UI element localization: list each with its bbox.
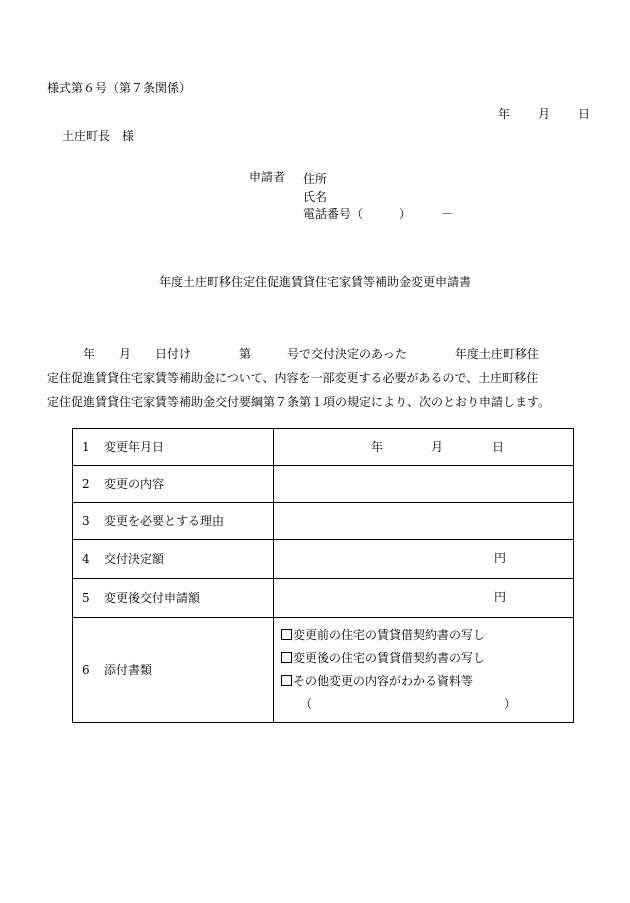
row-label — [73, 466, 274, 503]
change-reason-field[interactable] — [274, 503, 574, 540]
applicant-name-label: 氏名 — [303, 189, 328, 204]
row-label-text: 変更後交付申請額 — [104, 591, 201, 605]
application-table — [72, 428, 574, 723]
change-date-year: 年 — [371, 440, 384, 454]
attachment-item[interactable] — [281, 670, 573, 693]
attachment-label: 変更前の住宅の賃貸借契約書の写し — [293, 628, 486, 642]
table-row — [73, 618, 574, 723]
change-date-month: 月 — [431, 440, 444, 454]
header-date-year: 年 — [497, 107, 510, 121]
applicant-fields — [303, 171, 453, 224]
row-number: 6 — [82, 663, 90, 677]
applicant-label: 申請者 — [249, 170, 286, 184]
applicant-phone-label: 電話番号（ ） － — [303, 207, 454, 221]
document-title: 年度土庄町移住定住促進賃貸住宅家賃等補助金変更申請書 — [158, 275, 471, 289]
row-number: 4 — [82, 552, 90, 566]
row-number: 5 — [82, 591, 90, 605]
attachment-item[interactable] — [281, 647, 573, 670]
table-row — [73, 429, 574, 466]
table-row — [73, 466, 574, 503]
row-number: 3 — [82, 514, 90, 528]
header-date-day: 日 — [577, 107, 590, 121]
attachment-label: 変更後の住宅の賃貸借契約書の写し — [293, 651, 486, 665]
header-date — [498, 108, 590, 120]
checkbox-icon[interactable] — [281, 652, 292, 663]
body-line-2: 定住促進賃貸住宅家賃等補助金について、内容を一部変更する必要があるので、土庄町移住 — [47, 371, 539, 385]
yen-unit: 円 — [493, 590, 506, 604]
form-number: 様式第６号（第７条関係） — [47, 81, 192, 95]
table-row — [73, 503, 574, 540]
change-date-day: 日 — [492, 440, 505, 454]
table-row — [73, 579, 574, 618]
body-line-3: 定住促進賃貸住宅家賃等補助金交付要綱第７条第１項の規定により、次のとおり申請します。 — [47, 395, 551, 409]
row-label-text: 変更年月日 — [104, 440, 165, 454]
decided-amount-field[interactable] — [274, 540, 574, 579]
row-label — [73, 579, 274, 618]
checkbox-icon[interactable] — [281, 629, 292, 640]
addressee: 土庄町長 様 — [62, 129, 135, 143]
row-label — [73, 429, 274, 466]
row-label — [73, 618, 274, 723]
body-paragraph — [47, 342, 607, 414]
changed-amount-field[interactable] — [274, 579, 574, 618]
body-line-1: 年 月 日付け 第 号で交付決定のあった 年度土庄町移住 — [47, 347, 539, 361]
attachments-cell — [274, 618, 574, 723]
attachment-item[interactable] — [281, 624, 573, 647]
applicant-address-label: 住所 — [303, 172, 328, 186]
row-number: 2 — [82, 477, 90, 491]
row-label-text: 変更を必要とする理由 — [104, 514, 225, 528]
yen-unit: 円 — [493, 551, 506, 565]
attachment-label: その他変更の内容がわかる資料等 — [293, 674, 474, 688]
checkbox-icon[interactable] — [281, 675, 292, 686]
other-attachment-field[interactable]: （ ） — [300, 697, 517, 711]
row-label — [73, 540, 274, 579]
row-label — [73, 503, 274, 540]
row-label-text: 添付書類 — [104, 663, 153, 677]
header-date-month: 月 — [537, 107, 550, 121]
change-content-field[interactable] — [274, 466, 574, 503]
row-number: 1 — [82, 440, 90, 454]
row-label-text: 変更の内容 — [104, 477, 165, 491]
change-date-field[interactable] — [274, 429, 574, 466]
row-label-text: 交付決定額 — [104, 552, 165, 566]
table-row — [73, 540, 574, 579]
